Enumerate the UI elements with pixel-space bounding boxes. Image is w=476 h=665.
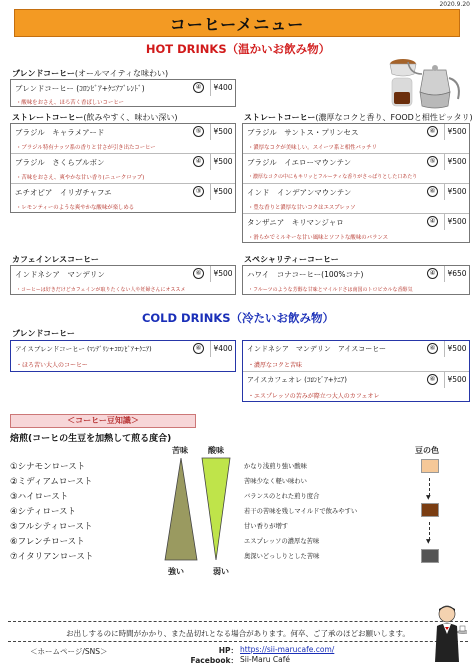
item-description: ・濃厚なコクが美味しい。スイーツ系と相性バッチリ (248, 145, 378, 151)
item-number: ⑥ (193, 343, 204, 354)
menu-item (243, 372, 469, 403)
item-name: インドネシア マンデリン (15, 270, 105, 279)
item-name: インド インデアンマウンテン (247, 188, 352, 197)
coffee-pot-illustration (386, 44, 466, 120)
bean-color-label: 豆の色 (415, 446, 439, 455)
strong-label: 強い (168, 567, 184, 576)
roast-item: ①シナモンロースト (10, 462, 86, 472)
item-description: ・フルーツのような芳醇な甘味とマイルドさは南国のトロピカルな香醇気 (248, 287, 413, 293)
roast-item: ②ミディアムロースト (10, 477, 93, 487)
item-description: ・豊な香りと濃厚な甘いコクはエスプレッソ (248, 205, 356, 211)
blend-menu-box (10, 79, 236, 107)
cold-right-menu-box (242, 340, 470, 402)
item-number: ⑥ (193, 268, 204, 279)
acid-label: 酸味 (208, 446, 224, 455)
item-number: ⑥ (427, 343, 438, 354)
taste-triangles (160, 456, 240, 564)
menu-item (243, 341, 469, 372)
specialty-section-title: スペシャリティーコーヒー (244, 255, 339, 264)
waiter-illustration (427, 604, 467, 664)
item-price: ¥500 (444, 372, 469, 388)
page-title: コーヒーメニュー (169, 14, 305, 34)
item-description: ・濃厚なコクの中にもキリッとフルーティな香りがさっぱりとした口あたり (248, 174, 418, 180)
roast-desc: バランスのとれた煎り度合 (244, 493, 320, 500)
divider (8, 641, 468, 642)
item-number: ④ (193, 156, 204, 167)
item-description: ・ほろ苦い大人のコーヒー (16, 362, 88, 369)
item-name: ブラジル イエローマウンテン (247, 158, 352, 167)
hp-label: HP： (218, 646, 238, 655)
item-description: ・苦味をおさえ、爽やかな甘い香り(ニュークロップ) (16, 175, 145, 181)
roast-desc: 甘い香りが増す (244, 523, 289, 530)
footer-note: お出しするのに時間がかかり、また品切れとなる場合があります。何卒、ご了承のほどお願いします。 (66, 629, 410, 638)
item-description: ・ブラジル特有ナッツ系の香りと甘さが引き出たコーヒー (16, 145, 156, 151)
item-number: ④ (193, 82, 204, 93)
item-description: ・コーヒーは好きだけどカフェインが取りたくない人や妊婦さんにオススメ (16, 287, 186, 293)
item-price: ¥500 (210, 124, 235, 140)
item-price: ¥400 (210, 341, 235, 357)
roast-item: ③ハイロースト (10, 492, 69, 502)
item-number: ⑥ (427, 126, 438, 137)
roast-list (10, 460, 160, 570)
specialty-menu-box (242, 265, 470, 295)
item-name: ハワイ コナコーヒー(100%コナ) (247, 270, 364, 279)
bitter-label: 苦味 (172, 446, 188, 455)
item-description: ・滑らかでミルキーな甘い風味とソフトな酸味のバランス (248, 235, 388, 241)
item-number: ⑤ (427, 156, 438, 167)
item-number: ⑥ (427, 186, 438, 197)
decaf-menu-box (10, 265, 236, 295)
straight-right-section-title: ストレートコーヒー(濃厚なコクと香り、FOODと相性ピッタリ) (244, 113, 473, 122)
facebook-label: Facebook： (190, 656, 238, 665)
straight-left-menu-box (10, 123, 236, 213)
item-name: エチオピア イリガチャフエ (15, 188, 112, 197)
roast-desc: 苦味少なく軽い味わい (244, 478, 307, 485)
item-name: ブラジル サントス・プリンセス (247, 128, 359, 137)
item-name: インドネシア マンデリン アイスコーヒー (247, 345, 386, 353)
decaf-section-title: カフェインレスコーヒー (12, 255, 99, 264)
roast-desc: 若干の苦味を残しマイルドで飲みやすい (244, 508, 358, 515)
roast-desc: かなり浅煎り強い酸味 (244, 463, 307, 470)
arrow-down-icon: ▼ (426, 538, 431, 545)
menu-item (11, 341, 235, 373)
arrow-down-icon: ▼ (426, 494, 431, 501)
roast-item: ⑥フレンチロースト (10, 537, 85, 547)
weak-label: 弱い (213, 567, 229, 576)
hot-drinks-title: HOT DRINKS（温かいお飲み物） (145, 42, 331, 56)
item-price: ¥500 (210, 184, 235, 200)
item-price: ¥650 (444, 266, 469, 282)
roast-desc: 奥深いどっしりとした苦味 (244, 553, 320, 560)
bean-color-dark (421, 549, 439, 563)
item-price: ¥500 (444, 124, 469, 140)
roast-item: ⑤フルシティロースト (10, 522, 93, 532)
item-price: ¥500 (444, 154, 469, 170)
menu-item (243, 124, 469, 154)
bean-color-light (421, 459, 439, 473)
roast-title: 焙煎(コーヒの生豆を加熱して煎る度合) (10, 434, 172, 444)
item-name: タンザニア キリマンジャロ (247, 218, 344, 227)
menu-item (11, 154, 235, 184)
item-description: ・酸味をおさえ、ほろ苦く香ばしいコーヒー (16, 100, 124, 106)
roast-desc: エスプレッソの濃厚な苦味 (244, 538, 320, 545)
roast-item: ⑦イタリアンロースト (10, 552, 94, 562)
straight-right-menu-box (242, 123, 470, 243)
knowledge-banner: ＜コーヒー豆知識＞ (10, 414, 196, 428)
menu-item (243, 214, 469, 244)
menu-item (243, 184, 469, 214)
item-description: ・レモンティーのような爽やかな酸味が楽しめる (16, 205, 135, 211)
roast-item: ④シティロースト (10, 507, 77, 517)
item-number: ④ (427, 268, 438, 279)
item-price: ¥500 (210, 266, 235, 282)
item-number: ④ (427, 216, 438, 227)
item-price: ¥500 (444, 214, 469, 230)
homepage-link[interactable]: https://sii-marucafe.com/ (240, 645, 335, 654)
item-number: ⑤ (193, 126, 204, 137)
divider (8, 621, 468, 622)
cold-blend-menu-box (10, 340, 236, 372)
item-price: ¥400 (210, 80, 235, 96)
item-price: ¥500 (444, 341, 469, 357)
blend-section-title: ブレンドコーヒー(オールマイティな味わい) (12, 69, 169, 78)
bean-color-medium (421, 503, 439, 517)
item-name: アイスカフェオレ (ｺﾛﾝﾋﾞｱ+ｹﾆｱ) (247, 376, 348, 384)
sns-label: ＜ホームページ/SNS＞ (30, 647, 108, 656)
cold-blend-section-title: ブレンドコーヒー (12, 329, 75, 338)
menu-item (11, 124, 235, 154)
item-number: ③ (193, 186, 204, 197)
roast-description-list (244, 461, 414, 571)
menu-item (243, 266, 469, 296)
item-name: アイスブレンドコーヒー (ﾏﾝﾃﾞﾘﾝ+ｺﾛﾝﾋﾞｱ+ｹﾆｱ) (15, 345, 152, 353)
cold-drinks-title: COLD DRINKS（冷たいお飲み物） (141, 311, 335, 325)
item-description: ・濃厚なコクと苦味 (248, 362, 303, 369)
item-name: ブラジル さくらブルボン (15, 158, 105, 167)
menu-item (243, 154, 469, 184)
item-price: ¥500 (210, 154, 235, 170)
page-header (14, 9, 460, 37)
straight-left-section-title: ストレートコーヒー(飲みやすく、味わい深い) (12, 113, 178, 122)
menu-item (11, 80, 235, 108)
item-number: ⑥ (427, 374, 438, 385)
item-description: ・エスプレッソの苦みが際立つ大人のカフェオレ (248, 393, 380, 400)
item-name: ブラジル キャラメアード (15, 128, 105, 137)
date-stamp: 2020.9.20 (439, 1, 470, 8)
item-price: ¥500 (444, 184, 469, 200)
menu-item (11, 266, 235, 296)
item-name: ブレンドコーヒー (ｺﾛﾝﾋﾞｱ+ｹﾆｱﾌﾞﾚﾝﾄﾞ) (15, 84, 145, 93)
facebook-name: Sii-Maru Café (240, 655, 291, 664)
menu-item (11, 184, 235, 214)
